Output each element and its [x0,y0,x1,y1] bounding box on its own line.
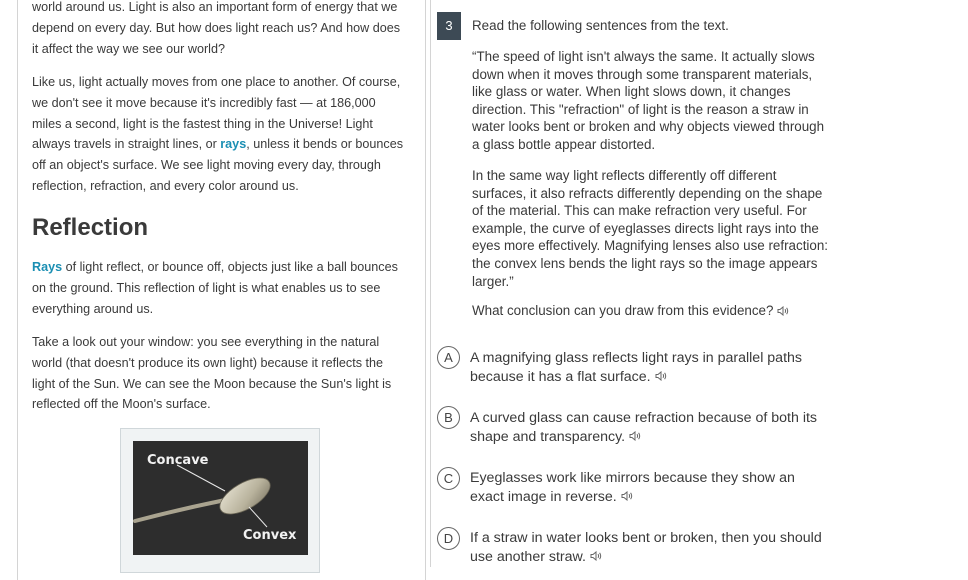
speaker-icon[interactable] [777,303,789,321]
option-text-c[interactable] [470,469,830,506]
option-text-d[interactable] [470,529,830,566]
spoon-image [133,441,308,555]
option-text-b[interactable] [470,409,830,446]
speaker-icon[interactable] [629,428,641,447]
concave-label: Concave [147,453,209,468]
option-text: A curved glass can cause refraction because of both its shape and transparency. [470,410,818,445]
panel-divider [430,0,431,567]
glossary-link-rays[interactable]: Rays [32,260,63,274]
passage-paragraph: world around us. Light is also an important form of energy that we depend on every day. But how does light reach us? And how does it affect the way we see our world? [32,0,401,56]
option-text: Eyeglasses work like mirrors because they show an exact image in reverse. [470,470,795,505]
convex-label: Convex [243,528,297,543]
passage-paragraph [32,257,407,319]
section-heading: Reflection [32,214,149,241]
question-stem [472,302,832,320]
glossary-link-rays[interactable]: rays [220,137,247,152]
passage-paragraph [32,72,407,197]
passage-paragraph: Take a look out your window: you see everything in the natural world (that doesn't produce its own light) because it reflects the light of the Sun. We can see the Moon because the Sun's light is reflected off the Moon's surface. [32,335,392,412]
option-text: If a straw in water looks bent or broken, then you should use another straw. [470,530,822,565]
question-stem-text: What conclusion can you draw from this evidence? [472,303,774,318]
evidence-quote: In the same way light reflects differently off different surfaces, it also refracts differently depending on the shape of the material. This can make refraction very useful. For example, the curve of eyeglasses directs light rays into the eyes more effectively. Magnifying lenses also use refraction: the convex lens bends the light rays so the image appears larger.” [472,168,829,289]
option-text: A magnifying glass reflects light rays in parallel paths because it has a flat surface. [470,350,802,385]
speaker-icon[interactable] [590,548,602,567]
passage-text: of light reflect, or bounce off, objects just like a ball bounces on the ground. This reflection of light is what enables us to see everything around us. [32,260,398,316]
passage-text: , unless it bends or bounces off an object's surface. We see light moving every day, through reflection, refraction, and every color around us. [32,137,404,193]
question-number-badge: 3 [437,12,461,40]
option-text-a[interactable] [470,349,830,386]
question-prompt: Read the following sentences from the text. [472,18,729,33]
option-letter-a[interactable]: A [437,346,460,369]
speaker-icon[interactable] [621,488,633,507]
spoon-figure [120,428,320,573]
option-letter-c[interactable]: C [437,467,460,490]
option-letter-b[interactable]: B [437,406,460,429]
speaker-icon[interactable] [655,368,667,387]
passage-text: Like us, light actually moves from one place to another. Of course, we don't see it move because it's incredibly fast — at 186,000 miles a second, light is the fastest thing in the Universe! Light always travels in straight lines, or [32,75,401,152]
option-letter-d[interactable]: D [437,527,460,550]
evidence-quote: “The speed of light isn't always the same. It actually slows down when it moves through some transparent materials, like glass or water. When light slows down, it changes direction. This "refraction" of light is the reason a straw in water looks bent or broken and why objects viewed through a glass bottle appear distorted. [472,49,825,152]
